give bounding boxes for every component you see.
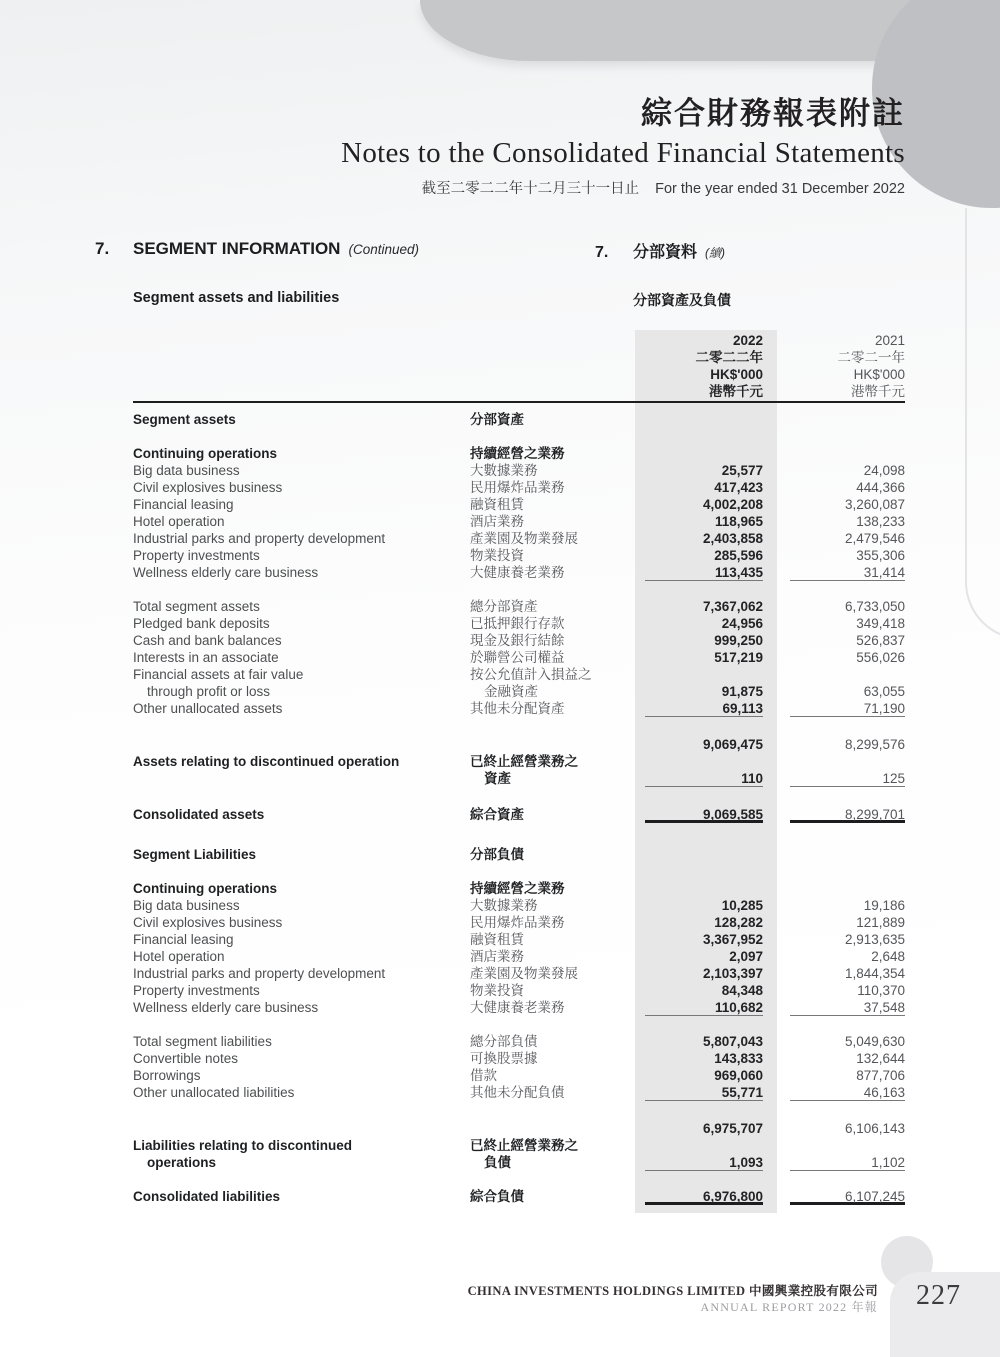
row-value-2022: 69,113 [645,700,763,717]
table-spacer [133,863,905,880]
row-label-zh: 綜合資產 [470,807,524,822]
row-label-en: Property investments [133,983,260,998]
row-label-zh: 大數據業務 [470,898,538,913]
subsection-title-zh: 分部資產及負債 [633,292,731,308]
row-value-2021: 24,098 [863,463,905,478]
row-gap-cell [777,479,790,496]
row-value-2021 [790,846,905,863]
row-label-en: Wellness elderly care business [133,1000,319,1015]
row-label-en: Financial leasing [133,497,234,512]
row-value-2021: 63,055 [863,684,905,699]
row-value-2021: 37,548 [790,999,905,1016]
row-gap-cell [777,753,790,770]
row-value-2022: 118,965 [714,514,763,529]
row-label-en: Civil explosives business [133,915,283,930]
row-gap-cell [777,513,790,530]
row-value-2021: 6,733,050 [844,599,905,614]
row-gap-cell [777,982,790,999]
row-value-2021: 5,049,630 [844,1034,905,1049]
row-label-zh: 於聯營公司權益 [470,650,565,665]
header-spacer-cell [470,332,635,349]
row-label-en: Assets relating to discontinued operation [133,754,400,769]
row-value-2022: 999,250 [714,633,763,648]
row-label-zh: 產業園及物業發展 [470,531,578,546]
row-label-en: Wellness elderly care business [133,565,319,580]
row-value-2022: 969,060 [714,1068,763,1083]
row-value-2021: 526,837 [856,633,905,648]
row-value-2021: 2,648 [871,949,905,964]
row-label-en: Pledged bank deposits [133,616,270,631]
row-value-2022: 10,285 [721,898,763,913]
table-spacer [133,717,905,736]
row-gap-cell [777,683,790,700]
row-label-en: Segment assets [133,412,236,427]
row-label-zh: 按公允值計入損益之 [470,667,592,682]
row-value-2021: 71,190 [790,700,905,717]
reporting-period-en: For the year ended 31 December 2022 [655,181,905,197]
row-value-2022 [645,846,763,863]
section-heading-en [95,239,419,259]
row-gap-cell [777,1050,790,1067]
row-gap-cell [777,914,790,931]
row-gap-cell [777,1067,790,1084]
row-gap-cell [777,598,790,615]
row-label-en: Borrowings [133,1068,201,1083]
row-label-zh: 大數據業務 [470,463,538,478]
row-value-2022 [645,411,763,428]
row-value-2021: 877,706 [856,1068,905,1083]
section-continued-en: (Continued) [348,242,419,257]
row-gap-cell [777,564,790,581]
row-value-2022: 285,596 [714,548,763,563]
section-number: 7. [95,239,110,258]
page-number: 227 [916,1280,961,1311]
row-gap-cell [777,411,790,428]
row-label-en: Continuing operations [133,446,277,461]
row-label-zh: 負債 [484,1155,511,1170]
row-label-en [133,1120,470,1137]
row-label-zh: 民用爆炸品業務 [470,915,565,930]
section-continued-zh: (續) [705,246,726,260]
row-value-2022: 9,069,585 [645,806,763,823]
reporting-period [422,179,905,199]
row-value-2022: 517,219 [714,650,763,665]
row-label-zh: 持續經營之業務 [470,446,565,461]
table-spacer [133,581,905,598]
column-header-2021: 2021 [874,333,905,348]
row-gap-cell [777,1154,790,1171]
column-header-2022: 二零二二年 [695,350,763,365]
row-label-zh: 已抵押銀行存款 [470,616,565,631]
row-label-en: Civil explosives business [133,480,283,495]
table-spacer [133,787,905,806]
row-label-zh [470,736,635,753]
row-value-2022: 25,577 [721,463,763,478]
row-value-2021: 2,913,635 [844,932,905,947]
row-value-2022: 3,367,952 [702,932,763,947]
table-spacer [133,1016,905,1033]
row-value-2022: 24,956 [721,616,763,631]
table-spacer [133,1171,905,1188]
row-value-2022: 91,875 [721,684,763,699]
header-spacer-cell [133,383,470,400]
row-value-2022: 143,833 [714,1051,763,1066]
row-gap-cell [777,1188,790,1205]
row-value-2021: 556,026 [856,650,905,665]
row-value-2021: 2,479,546 [844,531,905,546]
row-gap-cell [777,931,790,948]
row-label-en: Consolidated liabilities [133,1189,281,1204]
table-spacer [133,1101,905,1120]
row-gap-cell [777,649,790,666]
row-gap-cell [777,547,790,564]
row-value-2022: 110,682 [645,999,763,1016]
row-label-en: Hotel operation [133,949,225,964]
row-label-zh: 綜合負債 [470,1189,524,1204]
row-label-zh: 可換股票據 [470,1051,538,1066]
row-value-2021: 31,414 [790,564,905,581]
row-label-zh: 已終止經營業務之 [470,1138,578,1153]
row-value-2021 [790,1137,905,1154]
header-spacer-cell [470,383,635,400]
row-gap-cell [777,445,790,462]
row-value-2021: 132,644 [856,1051,905,1066]
row-value-2022 [645,1137,763,1154]
row-gap-cell [777,999,790,1016]
row-gap-cell [777,615,790,632]
column-header-2022: 2022 [732,333,763,348]
row-value-2022: 55,771 [645,1084,763,1101]
row-label-en: Liabilities relating to discontinued [133,1138,353,1153]
row-value-2022 [645,445,763,462]
row-value-2021: 8,299,701 [790,806,905,823]
row-gap-cell [777,1137,790,1154]
row-label-en: Hotel operation [133,514,225,529]
section-heading-zh [595,239,725,262]
row-gap-cell [777,948,790,965]
row-value-2022 [645,753,763,770]
row-value-2022: 128,282 [714,915,763,930]
row-value-2022: 113,435 [645,564,763,581]
row-label-en: Big data business [133,463,240,478]
row-gap-cell [777,1120,790,1137]
row-value-2022: 84,348 [721,983,763,998]
row-value-2022: 417,423 [714,480,763,495]
row-label-en: Segment Liabilities [133,847,257,862]
footer-report-line: ANNUAL REPORT 2022 年報 [700,1300,878,1314]
section-title-en: SEGMENT INFORMATION [133,239,341,258]
row-label-zh: 分部負債 [470,847,524,862]
row-value-2021: 3,260,087 [844,497,905,512]
row-gap-cell [777,632,790,649]
row-label-en: Interests in an associate [133,650,279,665]
row-value-2021: 46,163 [790,1084,905,1101]
row-gap-cell [777,1084,790,1101]
row-label-en: Industrial parks and property development [133,966,386,981]
row-label-zh [470,1120,635,1137]
column-header-2021: 二零二一年 [837,350,905,365]
row-label-zh: 酒店業務 [470,514,524,529]
row-value-2021: 6,106,143 [844,1121,905,1136]
row-label-zh: 總分部資產 [470,599,538,614]
row-label-zh: 借款 [470,1068,497,1083]
row-value-2022: 6,975,707 [702,1121,763,1136]
row-value-2021: 121,889 [856,915,905,930]
row-gap-cell [777,806,790,823]
row-label-zh: 現金及銀行結餘 [470,633,565,648]
row-label-en: Convertible notes [133,1051,239,1066]
row-value-2022: 2,103,397 [702,966,763,981]
row-value-2021: 19,186 [863,898,905,913]
row-label-en: Financial leasing [133,932,234,947]
header-gap-cell [777,366,790,383]
row-label-en: Other unallocated liabilities [133,1085,295,1100]
column-header-2022: HK$'000 [710,367,763,382]
row-value-2021: 8,299,576 [844,737,905,752]
row-label-zh: 金融資產 [484,684,538,699]
row-label-zh: 物業投資 [470,983,524,998]
row-label-en: Total segment liabilities [133,1034,272,1049]
row-label-en: Big data business [133,898,240,913]
row-label-zh: 融資租賃 [470,932,524,947]
table-spacer [133,823,905,846]
header-spacer-cell [133,349,470,366]
row-label-en: Financial assets at fair value [133,667,304,682]
row-label-en [133,770,470,787]
row-label-en: Other unallocated assets [133,701,283,716]
row-label-en: operations [147,1155,217,1170]
row-label-zh: 分部資產 [470,412,524,427]
row-gap-cell [777,530,790,547]
financial-table [133,332,905,1205]
row-value-2022: 6,976,800 [645,1188,763,1205]
subsection-title-en: Segment assets and liabilities [133,290,340,306]
row-label-en: Property investments [133,548,260,563]
right-edge-curve-decoration [965,208,1000,640]
row-label-en: Continuing operations [133,881,277,896]
row-gap-cell [777,700,790,717]
document-title-zh: 綜合財務報表附註 [641,96,905,132]
row-value-2021: 125 [790,770,905,787]
row-label-zh: 融資租賃 [470,497,524,512]
row-label-en: Total segment assets [133,599,260,614]
row-label-zh: 大健康養老業務 [470,565,565,580]
row-value-2021: 138,233 [856,514,905,529]
row-value-2022: 2,097 [729,949,763,964]
section-number-zh: 7. [595,244,609,261]
row-value-2022 [645,666,763,683]
row-gap-cell [777,736,790,753]
header-spacer-cell [470,349,635,366]
row-label-zh: 持續經營之業務 [470,881,565,896]
row-gap-cell [777,666,790,683]
row-label-zh: 產業園及物業發展 [470,966,578,981]
column-header-2021: HK$'000 [853,367,905,382]
row-label-en [133,736,470,753]
row-value-2021 [790,880,905,897]
row-gap-cell [777,462,790,479]
row-value-2022: 4,002,208 [702,497,763,512]
row-label-zh: 民用爆炸品業務 [470,480,565,495]
row-gap-cell [777,496,790,513]
row-label-zh: 其他未分配負債 [470,1085,565,1100]
row-value-2022: 1,093 [645,1154,763,1171]
document-title-en: Notes to the Consolidated Financial Statements [341,137,905,169]
row-gap-cell [777,880,790,897]
header-spacer-cell [133,366,470,383]
row-value-2022: 7,367,062 [702,599,763,614]
row-value-2022 [645,880,763,897]
row-label-zh: 物業投資 [470,548,524,563]
row-value-2021 [790,445,905,462]
row-label-zh: 總分部負債 [470,1034,538,1049]
row-label-zh: 已終止經營業務之 [470,754,578,769]
row-value-2021: 444,366 [856,480,905,495]
row-value-2021: 349,418 [856,616,905,631]
table-header-gap [133,403,905,411]
row-value-2022: 2,403,858 [702,531,763,546]
row-label-zh: 資產 [484,771,511,786]
row-gap-cell [777,846,790,863]
row-label-en: through profit or loss [147,684,271,699]
column-header-2022: 港幣千元 [709,384,763,399]
row-label-en: Cash and bank balances [133,633,282,648]
row-label-zh: 大健康養老業務 [470,1000,565,1015]
row-gap-cell [777,965,790,982]
row-gap-cell [777,897,790,914]
table-spacer [133,428,905,445]
header-gap-cell [777,383,790,400]
row-value-2022: 5,807,043 [702,1034,763,1049]
row-label-zh: 其他未分配資產 [470,701,565,716]
row-value-2021: 6,107,245 [790,1188,905,1205]
row-value-2021: 1,844,354 [844,966,905,981]
header-spacer-cell [470,366,635,383]
row-value-2021: 110,370 [857,983,905,998]
row-value-2021 [790,666,905,683]
row-label-en: Industrial parks and property development [133,531,386,546]
section-title-zh: 分部資料 [633,244,698,261]
header-gap-cell [777,332,790,349]
row-gap-cell [777,770,790,787]
row-value-2022: 9,069,475 [702,737,763,752]
row-value-2021: 355,306 [856,548,905,563]
footer-company-name: CHINA INVESTMENTS HOLDINGS LIMITED 中國興業控股有限公司 [467,1284,878,1298]
row-label-en: Consolidated assets [133,807,265,822]
header-spacer-cell [133,332,470,349]
reporting-period-zh: 截至二零二二年十二月三十一日止 [421,181,640,197]
row-value-2021 [790,411,905,428]
row-gap-cell [777,1033,790,1050]
column-header-2021: 港幣千元 [851,384,905,399]
row-label-zh: 酒店業務 [470,949,524,964]
row-value-2022: 110 [645,770,763,787]
row-value-2021: 1,102 [790,1154,905,1171]
row-value-2021 [790,753,905,770]
header-gap-cell [777,349,790,366]
